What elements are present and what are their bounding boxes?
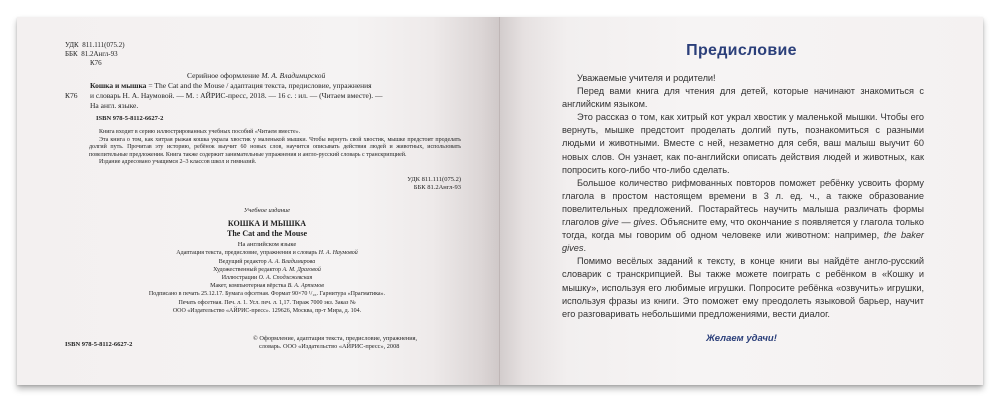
preface-paragraph: Большое количество рифмованных повторов поможет ребёнку усвоить форму глагола в простом настоящем времени в 3 л. ед. ч., а также образование повелительных предложений. Постарайтесь научить малыша различать формы глаголов give — gives. Объясните ему, что окончание s появляется у глагола только тогда, когда мы говорим об одном человеке или животном: например, the baker gives. <box>562 177 924 254</box>
edition-type: Учебное издание <box>243 207 291 214</box>
preface-paragraph: Помимо весёлых заданий к тексту, в конце книги вы найдёте англо-русский словарик с транскрипцией. Вы также можете поиграть с ребёнком в «Кошку и мышку», используя его любимые игрушки. Попросите ребёнка «озвучить» игрушки, используя фразы из книги. Это поможет ему преодолеть языковой барьер, научит его разговаривать небольшими предложениями, вести диалог. <box>562 256 924 319</box>
isbn-top: ISBN 978-5-8112-6627-2 <box>96 115 164 122</box>
preface-paragraph: Перед вами книга для чтения для детей, которые начинают знакомиться с английским языком. <box>562 86 924 110</box>
right-page-preface <box>500 17 983 385</box>
isbn-bottom: ISBN 978-5-8112-6627-2 <box>65 341 133 348</box>
bibliographic-record: Кошка и мышка = The Cat and the Mouse / адаптация текста, предисловие, упражнения К76 и словарь Н. А. Наумовой. — М. : АЙРИС-пресс, 2018. — 16 с. : ил. — (Читаем вместе). — На англ. языке. <box>65 81 383 110</box>
bbk-code: ББК 81.2Англ-93 <box>65 50 118 58</box>
title-en: The Cat and the Mouse <box>226 229 307 239</box>
left-page-imprint <box>17 17 500 385</box>
imprint-block: Учебное издание КОШКА И МЫШКА The Cat and the Mouse На английском языке Адаптация текста, предисловие, упражнения и словарь Н. А. Наумовой Ведущий редактор А. А. Владимирова Художественный редактор А. М. Драговой Иллюстрации О. А. Сподзежевская Макет, компьютерная вёрстка В. А. Артемов Подписано в печать 25.12.17. Бумага офсетная. Формат 90×70 ¹/₁₆. Гарнитура «Прагматика». Печать офсетная. Печ. л. 1. Усл. печ. л. 1,17. Тираж 7000 экз. Заказ № ООО «Издательство «АЙРИС-пресс». 129626, Москва, пр-т Мира, д. 104. <box>117 207 417 315</box>
copyright-notice: © Оформление, адаптация текста, предисловие, упражнения, словарь. ООО «Издательство «АЙРИС-пресс», 2008 <box>253 335 418 350</box>
book-spread <box>17 17 983 385</box>
udk-code: УДК 811.111(075.2) <box>65 41 125 49</box>
annotation: Книга входит в серию иллюстрированных учебных пособий «Читаем вместе». Эта книга о том, как хитрая рыжая кошка украла хвостик у маленькой мышки. Чтобы вернуть свой хвостик, мышке предстоит проделать долгий путь. Прочитав эту историю, ребёнок выучит 60 новых слов, научится описывать действия людей и животных, использовать повелительные предложения. Книга также содержит занимательные упражнения и англо-русский словарь с транскрипцией. Издание адресовано учащимся 2–3 классов школ и гимназий. <box>89 129 461 166</box>
series-design-credit: Серийное оформление М. А. Владимирской <box>187 71 326 80</box>
preface-title: Предисловие <box>686 42 797 59</box>
title-ru: КОШКА И МЫШКА <box>227 219 307 229</box>
author-mark: К76 <box>90 59 102 67</box>
classification-codes <box>65 41 185 68</box>
closing-wish: Желаем удачи! <box>706 333 777 344</box>
bib-title: Кошка и мышка <box>90 81 147 90</box>
classification-codes-right: УДК 811.111(075.2) ББК 81.2Англ-93 <box>407 176 461 191</box>
greeting: Уважаемые учителя и родители! <box>577 73 716 83</box>
preface-paragraph: Это рассказ о том, как хитрый кот украл хвостик у маленькой мышки. Чтобы его вернуть, мышке предстоит проделать долгий путь, познакомиться с разными людьми и животными. Вместе с ней, незаметно для себя, ваш малыш выучит 60 новых слов. Он узнает, как по-английски описать действия людей и животных, как попросить кого-либо что-либо сделать. <box>562 112 924 175</box>
preface-body <box>562 72 924 321</box>
